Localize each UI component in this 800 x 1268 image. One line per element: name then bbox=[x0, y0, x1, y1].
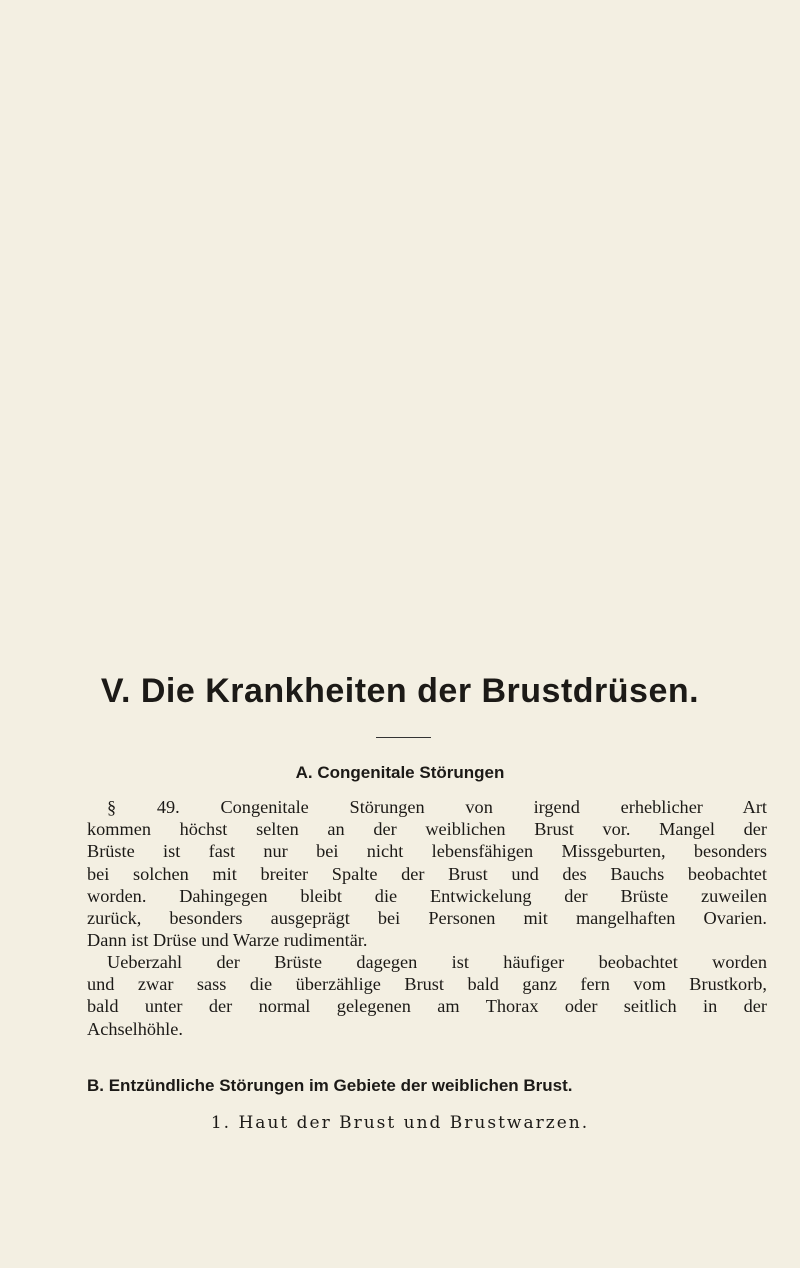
text-line: zurück, besonders ausgeprägt bei Personen mit mangelhaften Ovarien. bbox=[87, 907, 767, 928]
text-line: kommen höchst selten an der weiblichen Brust vor. Mangel der bbox=[87, 819, 767, 840]
section-heading-b: B. Entzündliche Störungen im Gebiete der weiblichen Brust. bbox=[87, 1076, 573, 1095]
text-line: Dann ist Drüse und Warze rudimentär. bbox=[87, 930, 368, 951]
paragraph-ueberzahl bbox=[87, 951, 767, 1040]
text-line: Brüste ist fast nur bei nicht lebensfähigen Missgeburten, besonders bbox=[87, 841, 767, 862]
subsection-heading-1: 1. Haut der Brust und Brustwarzen. bbox=[210, 1113, 590, 1133]
text-line: § 49. Congenitale Störungen von irgend erheblicher Art bbox=[107, 797, 767, 817]
text-line: worden. Dahingegen bleibt die Entwickelung der Brüste zuweilen bbox=[87, 885, 767, 906]
text-line: bei solchen mit breiter Spalte der Brust und des Bauchs beobachtet bbox=[87, 863, 767, 884]
text-line: Ueberzahl der Brüste dagegen ist häufiger beobachtet worden bbox=[107, 952, 767, 972]
paragraph-congenital bbox=[87, 796, 767, 951]
text-line: Achselhöhle. bbox=[87, 1018, 183, 1039]
section-heading-a: A. Congenitale Störungen bbox=[295, 763, 505, 782]
chapter-title: V. Die Krankheiten der Brustdrüsen. bbox=[100, 672, 700, 710]
text-line: und zwar sass die überzählige Brust bald ganz fern vom Brustkorb, bbox=[87, 974, 767, 995]
title-divider bbox=[376, 737, 431, 738]
text-line: bald unter der normal gelegenen am Thorax oder seitlich in der bbox=[87, 996, 767, 1017]
